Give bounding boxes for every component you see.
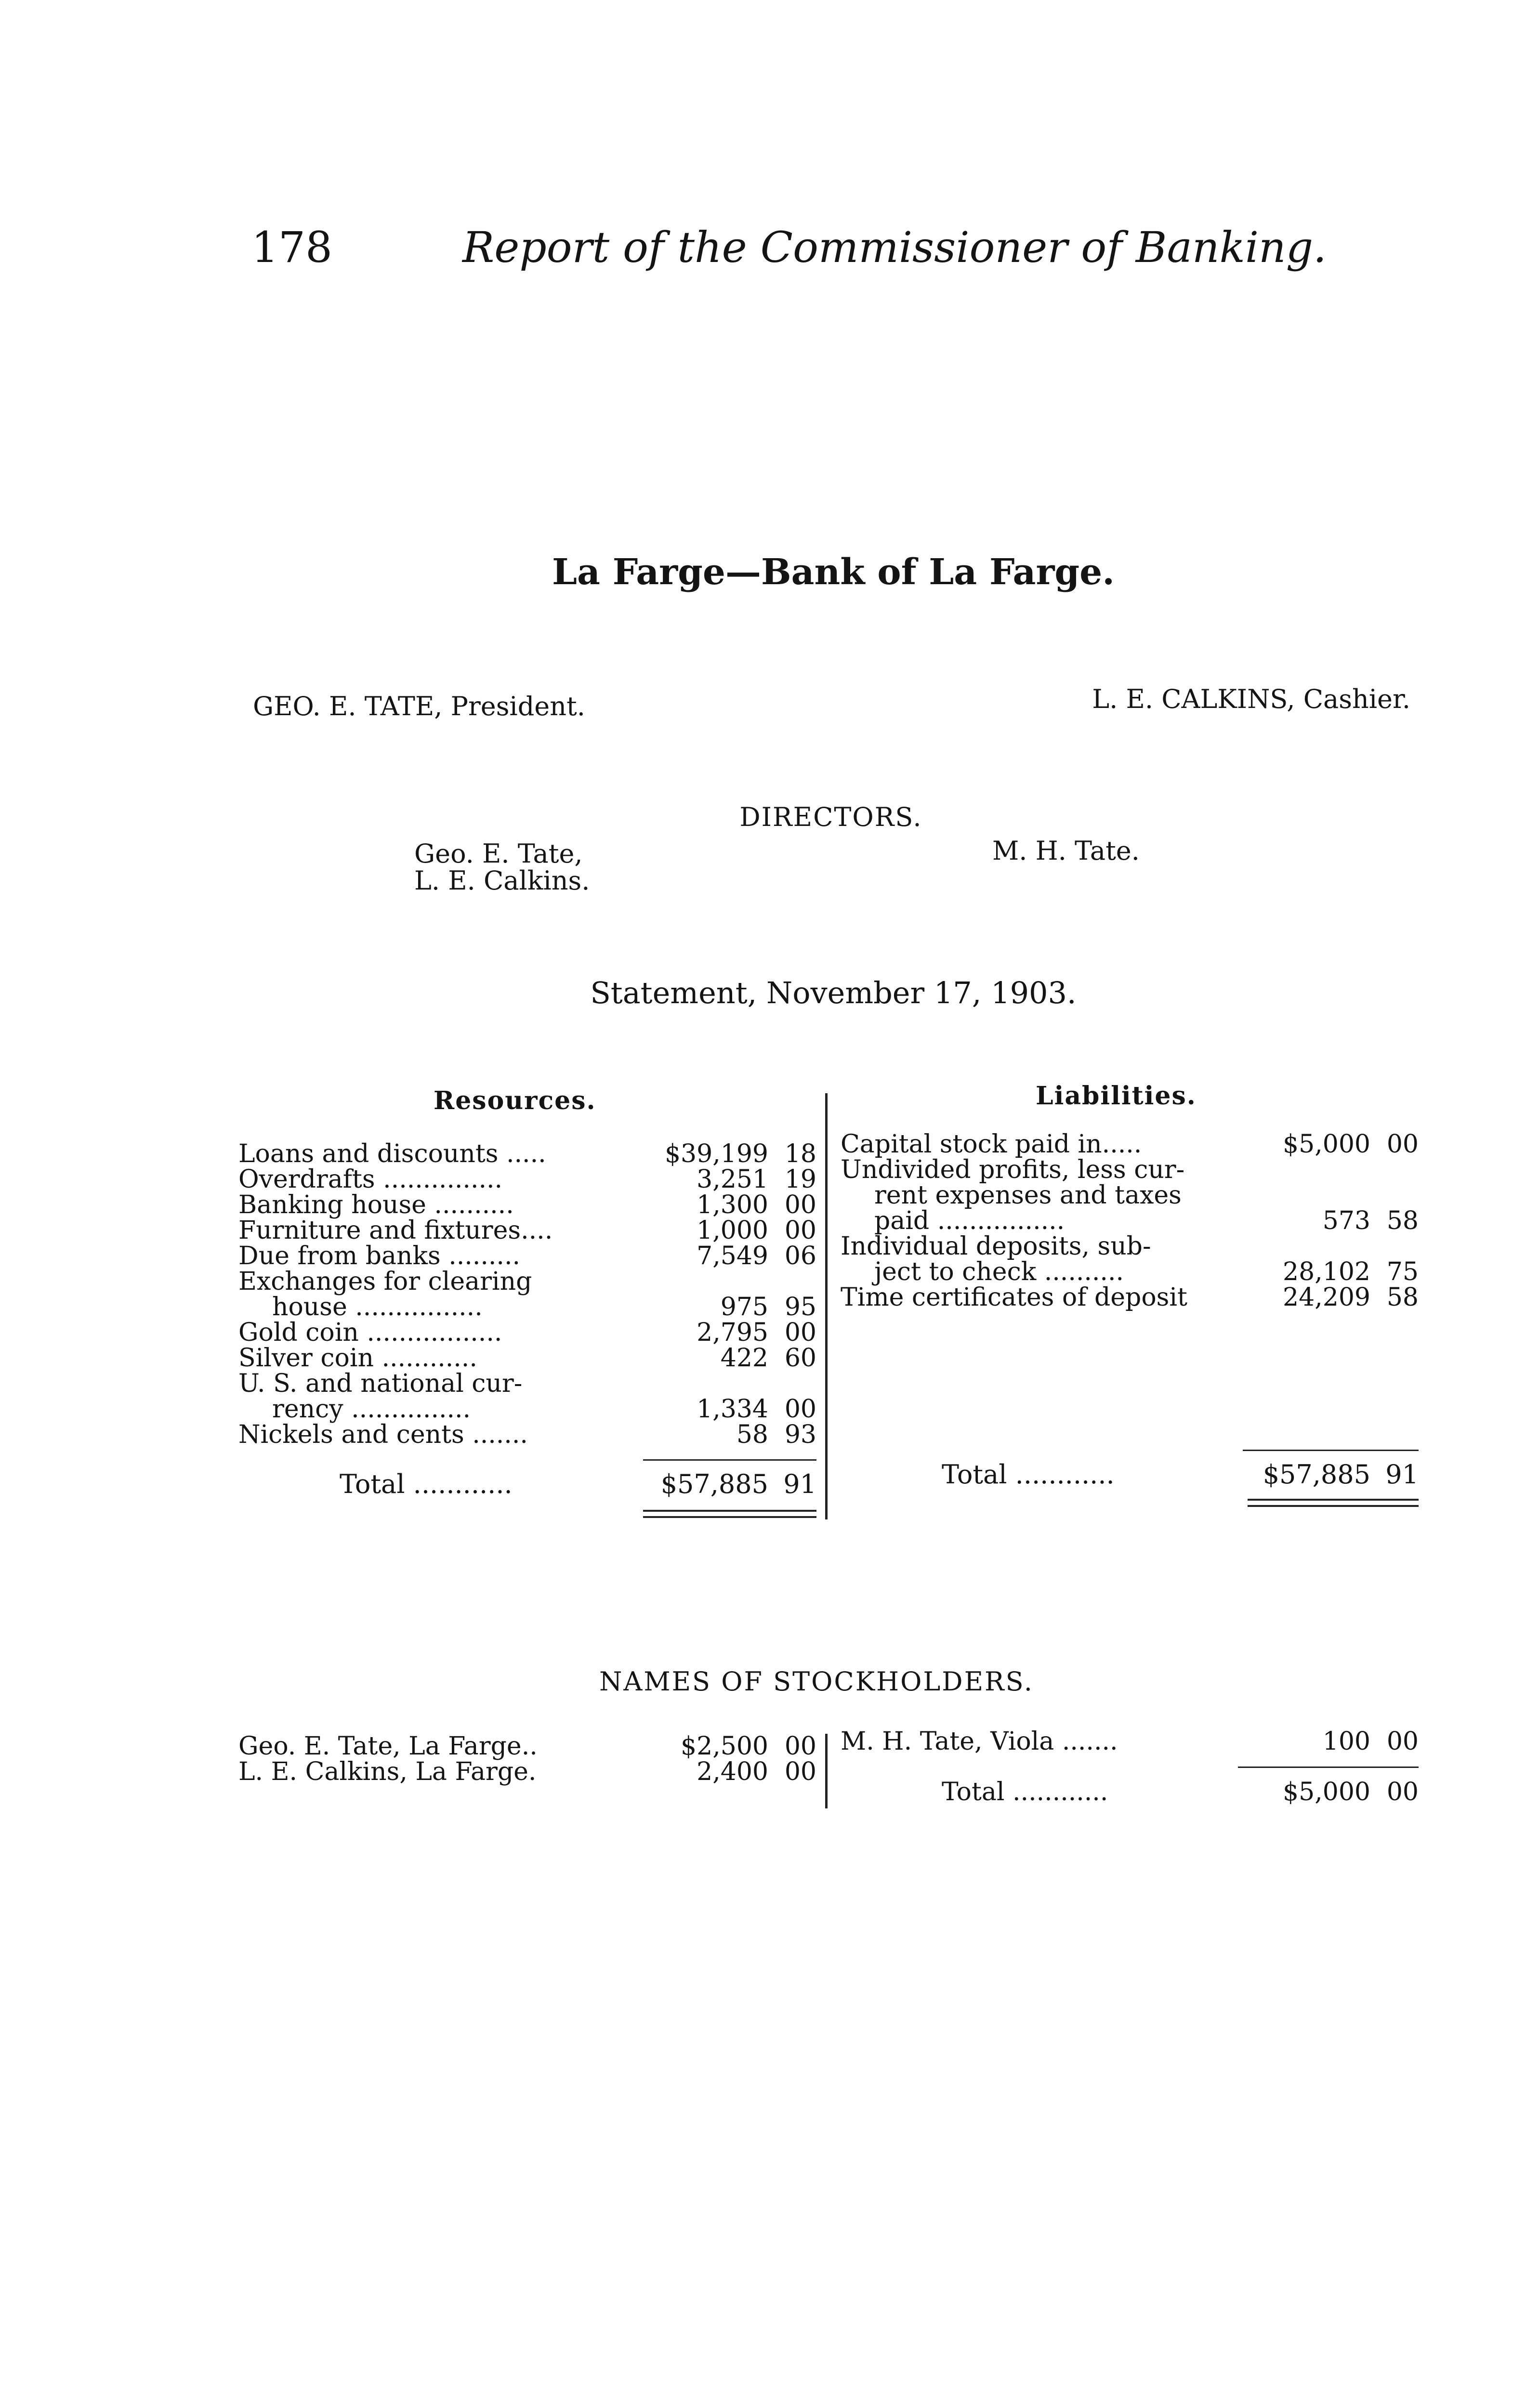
table-row: [238, 1218, 816, 1243]
row-cents: 58: [1386, 1283, 1419, 1312]
total-dollars: $5,000: [1283, 1778, 1370, 1806]
row-label: Banking house ..........: [238, 1191, 514, 1219]
total-cents: 91: [1385, 1459, 1419, 1490]
cashier: L. E. CALKINS, Cashier.: [1092, 684, 1410, 714]
row-label: house ................: [272, 1293, 483, 1322]
stockholder-cents: 00: [784, 1732, 816, 1761]
stockholders-divider: [825, 1734, 828, 1808]
stockholder-row: [238, 1734, 816, 1759]
row-cents: 00: [784, 1395, 816, 1424]
stockholder-name: L. E. Calkins, La Farge.: [238, 1757, 537, 1786]
row-dollars: $5,000: [1283, 1130, 1370, 1159]
row-cents: 18: [784, 1139, 816, 1168]
row-cents: 00: [784, 1318, 816, 1347]
row-cents: 95: [784, 1293, 816, 1322]
directors-heading: DIRECTORS.: [739, 802, 922, 832]
liabilities-table: [841, 1132, 1419, 1310]
directors-right: [992, 836, 1140, 866]
total-dollars: $57,885: [1263, 1459, 1370, 1490]
row-label: Gold coin .................: [238, 1318, 502, 1347]
table-row: [238, 1192, 816, 1218]
row-label: Time certificates of deposit: [841, 1283, 1187, 1312]
row-cents: 19: [784, 1165, 816, 1194]
row-dollars: 2,795: [697, 1318, 768, 1347]
total-cents: 91: [783, 1469, 816, 1499]
total-label: Total ............: [340, 1469, 513, 1499]
resources-total-row: [238, 1471, 816, 1497]
row-dollars: 1,300: [697, 1191, 768, 1219]
total-label: Total ............: [942, 1778, 1108, 1806]
stockholder-name: Geo. E. Tate, La Farge..: [238, 1732, 538, 1761]
column-divider: [825, 1093, 828, 1519]
row-label: Due from banks .........: [238, 1242, 520, 1270]
row-cents: 00: [1386, 1130, 1419, 1159]
table-row: [238, 1371, 816, 1397]
stockholders-total-rule: [1238, 1767, 1419, 1768]
row-label: U. S. and national cur-: [238, 1369, 523, 1398]
row-dollars: 24,209: [1283, 1283, 1370, 1312]
row-dollars: 1,000: [697, 1216, 768, 1245]
liabilities-total-row: [841, 1459, 1419, 1490]
table-row: [238, 1167, 816, 1192]
row-cents: 60: [784, 1344, 816, 1373]
table-row: [238, 1141, 816, 1167]
row-label: rency ...............: [272, 1395, 471, 1424]
stockholders-heading: NAMES OF STOCKHOLDERS.: [599, 1666, 1034, 1697]
table-row: [841, 1183, 1419, 1208]
stockholder-row: [238, 1759, 816, 1785]
table-row: [238, 1422, 816, 1448]
bank-title: La Farge—Bank of La Farge.: [552, 551, 1115, 593]
total-double-rule: [643, 1516, 816, 1518]
table-row: [238, 1295, 816, 1320]
stockholder-dollars: 2,400: [697, 1757, 768, 1786]
running-title: Report of the Commissioner of Banking.: [462, 222, 1327, 272]
table-row: [841, 1259, 1419, 1285]
row-cents: 00: [784, 1191, 816, 1219]
row-dollars: 1,334: [697, 1395, 768, 1424]
resources-heading: Resources.: [434, 1086, 596, 1115]
row-label: Capital stock paid in.....: [841, 1130, 1142, 1159]
table-row: [238, 1320, 816, 1346]
row-cents: 06: [784, 1242, 816, 1270]
directors-left: [414, 840, 590, 894]
total-rule: [643, 1459, 816, 1461]
row-label: Nickels and cents .......: [238, 1420, 528, 1449]
row-label: paid ................: [874, 1206, 1065, 1235]
stockholder-cents: 00: [784, 1757, 816, 1786]
row-label: Silver coin ............: [238, 1344, 477, 1373]
resources-table: [238, 1141, 816, 1448]
row-label: ject to check ..........: [874, 1257, 1124, 1286]
table-row: [238, 1397, 816, 1422]
row-dollars: 422: [720, 1344, 768, 1373]
row-dollars: 28,102: [1283, 1257, 1370, 1286]
row-dollars: $39,199: [664, 1139, 768, 1168]
total-label: Total ............: [942, 1459, 1115, 1490]
total-double-rule: [1248, 1499, 1419, 1501]
table-row: [841, 1285, 1419, 1310]
row-label: Loans and discounts .....: [238, 1139, 546, 1168]
row-label: rent expenses and taxes: [874, 1181, 1182, 1210]
row-label: Furniture and fixtures....: [238, 1216, 553, 1245]
stockholder-row: [841, 1729, 1419, 1754]
total-double-rule: [1248, 1505, 1419, 1507]
total-double-rule: [643, 1510, 816, 1512]
table-row: [238, 1269, 816, 1295]
total-cents: 00: [1386, 1778, 1419, 1806]
director-name: L. E. Calkins.: [414, 865, 590, 896]
stockholders-total-row: [841, 1780, 1419, 1805]
total-rule: [1243, 1450, 1419, 1451]
stockholders-right: [841, 1729, 1419, 1754]
row-cents: 58: [1386, 1206, 1419, 1235]
row-label: Overdrafts ...............: [238, 1165, 503, 1194]
director-name: Geo. E. Tate,: [414, 838, 583, 869]
table-row: [238, 1346, 816, 1371]
table-row: [841, 1234, 1419, 1259]
director-name: M. H. Tate.: [992, 836, 1140, 866]
stockholders-left: [238, 1734, 816, 1785]
stockholder-cents: 00: [1386, 1727, 1419, 1756]
row-cents: 00: [784, 1216, 816, 1245]
stockholder-name: M. H. Tate, Viola .......: [841, 1727, 1118, 1756]
liabilities-heading: Liabilities.: [1036, 1081, 1197, 1111]
stockholder-dollars: 100: [1322, 1727, 1370, 1756]
table-row: [238, 1243, 816, 1269]
row-dollars: 975: [720, 1293, 768, 1322]
row-dollars: 58: [736, 1420, 768, 1449]
row-cents: 75: [1386, 1257, 1419, 1286]
row-label: Individual deposits, sub-: [841, 1232, 1151, 1261]
row-label: Exchanges for clearing: [238, 1267, 532, 1296]
row-dollars: 3,251: [697, 1165, 768, 1194]
table-row: [841, 1132, 1419, 1157]
row-dollars: 7,549: [697, 1242, 768, 1270]
page-number: 178: [251, 222, 332, 272]
table-row: [841, 1208, 1419, 1234]
stockholder-dollars: $2,500: [681, 1732, 768, 1761]
statement-date: Statement, November 17, 1903.: [590, 975, 1077, 1010]
row-cents: 93: [784, 1420, 816, 1449]
row-dollars: 573: [1322, 1206, 1370, 1235]
total-dollars: $57,885: [660, 1469, 768, 1499]
table-row: [841, 1157, 1419, 1183]
president: GEO. E. TATE, President.: [253, 691, 585, 721]
row-label: Undivided profits, less cur-: [841, 1155, 1185, 1184]
